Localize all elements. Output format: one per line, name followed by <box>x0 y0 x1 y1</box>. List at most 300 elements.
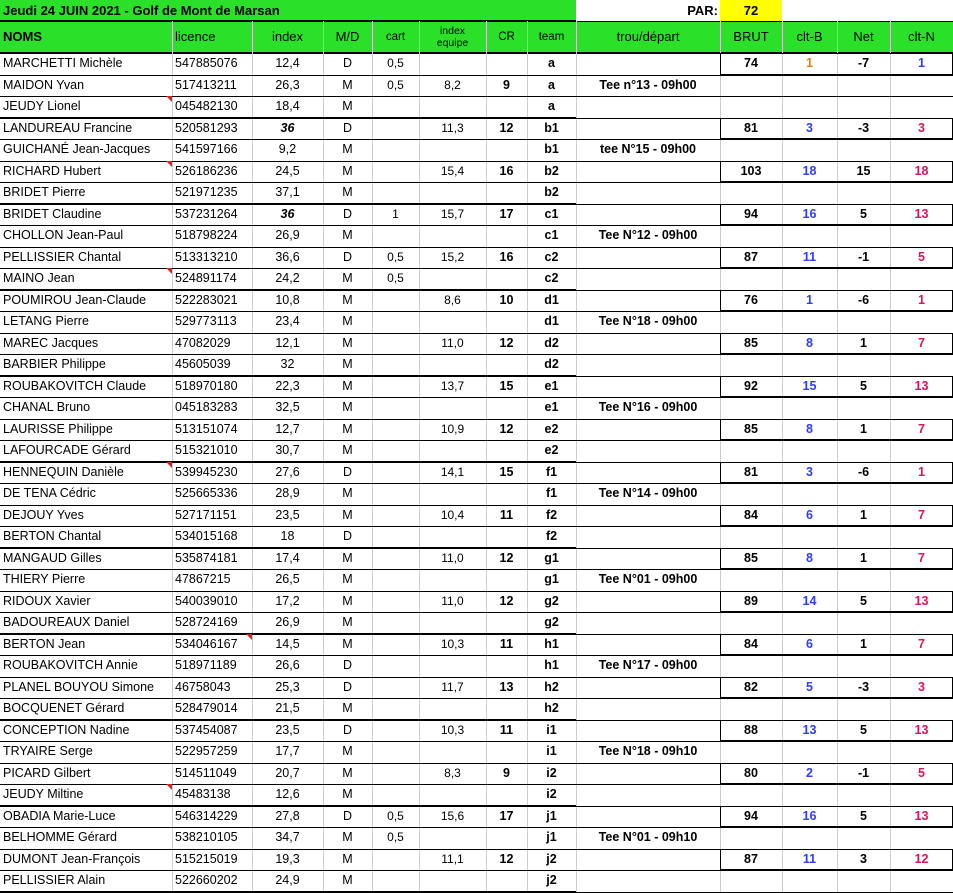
score-box <box>720 118 953 140</box>
cell-md: M <box>342 550 353 565</box>
cell-licence: 515215019 <box>175 851 238 866</box>
grid-line <box>0 440 576 441</box>
cell-cltb: 3 <box>806 120 813 135</box>
cell-brut: 87 <box>744 249 758 264</box>
cell-brut <box>720 784 782 806</box>
cell-trou: tee N°15 - 09h00 <box>599 142 697 156</box>
cell-cr <box>486 870 527 892</box>
cell-team: i1 <box>546 722 557 737</box>
cell-cr: 11 <box>499 722 514 737</box>
grid-line <box>890 21 891 892</box>
cell-nom: BARBIER Philippe <box>3 357 106 371</box>
cell-cltn <box>890 612 953 634</box>
cell-index: 10,8 <box>275 292 300 307</box>
cell-index-equipe <box>419 612 486 634</box>
cell-team: b2 <box>544 185 559 199</box>
cell-index: 26,5 <box>275 572 300 586</box>
cell-cltn <box>890 268 953 290</box>
cell-cart <box>372 311 419 333</box>
cell-net: -3 <box>857 679 870 694</box>
cell-cr: 13 <box>499 679 514 694</box>
cell-brut <box>720 741 782 763</box>
grid-line <box>0 419 576 420</box>
grid-line <box>0 96 576 97</box>
cell-net <box>837 612 890 634</box>
cell-md: M <box>342 572 353 586</box>
cell-trou <box>576 333 720 355</box>
cell-team: j1 <box>546 830 557 844</box>
cell-trou <box>576 763 720 785</box>
cell-nom: PELLISSIER Alain <box>3 873 106 887</box>
cell-team: d2 <box>544 335 559 350</box>
cell-md: M <box>342 615 353 629</box>
cell-team: a <box>548 77 555 92</box>
cell-nom: MAIDON Yvan <box>3 77 85 92</box>
cell-team: b1 <box>544 120 559 135</box>
cell-cr <box>486 268 527 290</box>
par-label: PAR: <box>687 3 718 18</box>
cell-net <box>837 354 890 376</box>
cell-index: 25,3 <box>275 679 300 694</box>
cell-brut <box>720 483 782 505</box>
cell-brut: 88 <box>744 722 758 737</box>
cell-cart: 0,5 <box>387 271 404 285</box>
cell-cltn: 1 <box>918 56 925 70</box>
cell-nom: JEUDY Lionel <box>3 99 81 113</box>
grid-line <box>0 591 576 592</box>
grid-line <box>576 827 953 828</box>
cell-md: M <box>342 99 353 113</box>
cell-brut: 81 <box>744 464 758 479</box>
cell-index: 24,2 <box>275 271 300 285</box>
cell-md: M <box>342 77 353 92</box>
cell-cltb <box>782 569 837 591</box>
cell-cltb <box>782 655 837 677</box>
cell-team: d1 <box>544 314 559 328</box>
cell-cr <box>486 139 527 161</box>
cell-index-equipe <box>419 354 486 376</box>
grid-line <box>0 139 576 140</box>
cell-licence: 537454087 <box>175 722 238 737</box>
cell-cltb: 5 <box>806 679 813 694</box>
cell-licence: 525665336 <box>175 486 238 500</box>
cell-cltb: 11 <box>802 851 817 866</box>
cell-net <box>837 311 890 333</box>
cell-brut <box>720 225 782 247</box>
cell-brut <box>720 268 782 290</box>
cell-nom: DUMONT Jean-François <box>3 851 141 866</box>
cell-trou: Tee N°18 - 09h10 <box>598 744 698 758</box>
cell-cltb <box>782 225 837 247</box>
cell-brut <box>720 75 782 97</box>
cell-md: M <box>342 507 353 522</box>
cell-licence: 535874181 <box>175 550 238 565</box>
cell-index-equipe: 10,3 <box>440 636 465 651</box>
cell-cr: 12 <box>499 120 514 135</box>
cell-trou <box>576 440 720 462</box>
cell-index-equipe: 15,6 <box>440 808 465 823</box>
cell-cltn: 12 <box>914 851 929 866</box>
cell-index: 26,6 <box>275 658 300 672</box>
cell-team: g2 <box>544 615 559 629</box>
cell-licence: 540039010 <box>175 593 238 608</box>
column-header-trou: trou/départ <box>616 29 680 44</box>
cell-index: 17,2 <box>275 593 300 608</box>
grid-line <box>576 21 577 892</box>
cell-index-equipe: 8,3 <box>444 765 461 780</box>
cell-cart <box>372 870 419 892</box>
cell-brut: 81 <box>744 120 758 135</box>
comment-marker-icon <box>166 268 172 274</box>
cell-index-equipe <box>419 53 486 75</box>
cell-cltn: 5 <box>918 765 925 780</box>
cell-cr: 12 <box>499 550 514 565</box>
grid-line <box>0 633 576 635</box>
cell-index: 32,5 <box>275 400 300 414</box>
cell-index: 27,8 <box>275 808 300 823</box>
cell-brut: 84 <box>744 507 758 522</box>
grid-line <box>576 440 953 441</box>
cell-index-equipe: 13,7 <box>440 378 465 393</box>
cell-trou <box>576 247 720 269</box>
grid-line <box>0 354 576 355</box>
cell-licence: 515321010 <box>175 443 238 457</box>
cell-team: f2 <box>545 529 558 543</box>
cell-cart <box>372 784 419 806</box>
cell-cltb <box>782 741 837 763</box>
cell-brut: 103 <box>740 163 762 178</box>
grid-line <box>0 75 576 76</box>
cell-cltn <box>890 698 953 720</box>
grid-line <box>0 505 576 506</box>
cell-licence: 47082029 <box>175 335 231 350</box>
grid-line <box>576 311 953 312</box>
cell-nom: PELLISSIER Chantal <box>3 249 122 264</box>
cell-index: 22,3 <box>275 378 300 393</box>
cell-index-equipe: 8,2 <box>444 77 461 92</box>
cell-cart <box>372 419 419 441</box>
cell-md: M <box>342 400 353 414</box>
cell-md: D <box>342 679 353 694</box>
cell-trou <box>576 118 720 140</box>
cell-net: 5 <box>860 593 867 608</box>
cell-index: 21,5 <box>275 701 300 715</box>
cell-net <box>837 784 890 806</box>
cell-index: 17,7 <box>275 744 300 758</box>
cell-cltn <box>890 311 953 333</box>
cell-index: 24,9 <box>275 873 300 887</box>
cell-cr: 10 <box>499 292 514 307</box>
cell-cart <box>372 591 419 613</box>
cell-team: j2 <box>546 873 557 887</box>
cell-cltn: 5 <box>918 249 925 264</box>
cell-licence: 526186236 <box>175 163 238 178</box>
score-box <box>720 419 953 441</box>
cell-index-equipe: 10,4 <box>440 507 465 522</box>
cell-nom: PLANEL BOUYOU Simone <box>3 679 154 694</box>
cell-index-equipe <box>419 526 486 548</box>
cell-licence: 538210105 <box>175 830 238 844</box>
cell-cltn <box>890 225 953 247</box>
cell-index-equipe <box>419 870 486 892</box>
cell-cltn <box>890 483 953 505</box>
cell-nom: DEJOUY Yves <box>3 507 84 522</box>
cell-team: j1 <box>546 808 557 823</box>
grid-line <box>576 784 953 785</box>
cell-licence: 514511049 <box>175 765 237 780</box>
cell-brut <box>720 139 782 161</box>
cell-cltb: 6 <box>806 636 813 651</box>
cell-cltn <box>890 784 953 806</box>
grid-line <box>0 547 576 549</box>
score-box <box>720 204 953 226</box>
cell-licence: 534046167 <box>175 636 238 651</box>
cell-index-equipe <box>419 182 486 204</box>
cell-brut: 74 <box>744 56 758 70</box>
cell-cltb <box>782 397 837 419</box>
grid-line <box>0 161 576 162</box>
cell-cltn <box>890 75 953 97</box>
cell-cart <box>372 741 419 763</box>
cell-index-equipe: 10,3 <box>440 722 465 737</box>
cell-cltb <box>782 612 837 634</box>
cell-trou <box>576 634 720 656</box>
cell-cltn: 7 <box>918 507 925 522</box>
cell-net <box>837 870 890 892</box>
cell-cr: 9 <box>503 765 510 780</box>
cell-index: 26,9 <box>275 615 300 629</box>
cell-cltb <box>782 526 837 548</box>
cell-cart <box>372 182 419 204</box>
cell-licence: 521971235 <box>175 185 238 199</box>
grid-line <box>0 268 576 269</box>
cell-team: g2 <box>544 593 559 608</box>
cell-nom: RICHARD Hubert <box>3 163 101 178</box>
cell-cart <box>372 440 419 462</box>
cell-cart: 0,5 <box>387 77 404 92</box>
grid-line <box>0 203 576 205</box>
cell-licence: 513151074 <box>175 421 238 436</box>
cell-cltn: 13 <box>914 722 929 737</box>
grid-line <box>576 354 953 355</box>
grid-line <box>576 268 953 269</box>
cell-nom: CHOLLON Jean-Paul <box>3 228 124 242</box>
cell-team: f1 <box>545 486 558 500</box>
cell-brut <box>720 397 782 419</box>
cell-net: -3 <box>857 120 870 135</box>
score-box <box>720 548 953 570</box>
cell-brut <box>720 96 782 118</box>
cell-team: a <box>548 56 555 70</box>
cell-cltn <box>890 655 953 677</box>
cell-index-equipe: 11,1 <box>441 851 464 866</box>
cell-md: D <box>342 249 353 264</box>
cell-team: b1 <box>544 142 559 156</box>
cell-team: h2 <box>544 679 559 694</box>
cell-licence: 518970180 <box>175 378 238 393</box>
cell-md: M <box>342 830 353 844</box>
cell-index-equipe <box>419 311 486 333</box>
cell-brut: 94 <box>744 206 758 221</box>
cell-md: D <box>342 120 353 135</box>
cell-cart: 0,5 <box>387 830 404 844</box>
cell-cltn: 13 <box>914 206 929 221</box>
cell-md: M <box>342 443 353 457</box>
cell-cr <box>486 311 527 333</box>
cell-licence: 522283021 <box>175 292 238 307</box>
cell-brut <box>720 698 782 720</box>
cell-nom: POUMIROU Jean-Claude <box>3 292 147 307</box>
cell-md: M <box>342 357 353 371</box>
cell-team: e1 <box>544 378 559 393</box>
cell-cltn <box>890 139 953 161</box>
cell-cart <box>372 655 419 677</box>
cell-trou <box>576 698 720 720</box>
grid-line <box>576 75 953 76</box>
cell-cltb <box>782 827 837 849</box>
cell-index: 23,5 <box>275 722 300 737</box>
score-box <box>720 333 953 355</box>
cell-brut <box>720 354 782 376</box>
cell-cltb: 16 <box>802 206 817 221</box>
grid-line <box>0 483 576 484</box>
cell-team: f1 <box>545 464 558 479</box>
grid-line <box>0 805 576 807</box>
cell-cltb <box>782 182 837 204</box>
cell-cart <box>372 397 419 419</box>
grid-line <box>0 891 576 893</box>
cell-cltn: 3 <box>918 120 925 135</box>
cell-cltn: 3 <box>918 679 925 694</box>
grid-line <box>486 21 487 892</box>
cell-nom: BELHOMME Gérard <box>3 830 117 844</box>
cell-cart: 0,5 <box>387 808 404 823</box>
cell-cltb <box>782 870 837 892</box>
cell-cltn: 13 <box>914 593 929 608</box>
cell-md: M <box>342 292 353 307</box>
cell-net <box>837 827 890 849</box>
cell-cart <box>372 139 419 161</box>
cell-md: M <box>342 851 353 866</box>
cell-trou <box>576 612 720 634</box>
cell-trou <box>576 419 720 441</box>
score-box <box>720 763 953 785</box>
cell-cltb <box>782 96 837 118</box>
cell-index: 20,7 <box>275 765 300 780</box>
score-box <box>720 849 953 871</box>
cell-net: 1 <box>860 550 867 565</box>
cell-brut <box>720 870 782 892</box>
grid-line <box>0 698 576 699</box>
cell-nom: BADOUREAUX Daniel <box>3 615 130 629</box>
cell-cltn: 7 <box>918 421 925 436</box>
cell-md: M <box>342 228 353 242</box>
cell-net: 3 <box>860 851 867 866</box>
grid-line <box>0 225 576 226</box>
cell-licence: 47867215 <box>175 572 231 586</box>
column-header-noms: NOMS <box>3 29 42 44</box>
cell-brut: 92 <box>744 378 758 393</box>
cell-nom: MARCHETTI Michèle <box>3 56 123 70</box>
cell-cr: 16 <box>499 249 514 264</box>
cell-cr: 9 <box>503 77 510 92</box>
score-box <box>720 462 953 484</box>
cell-brut: 84 <box>744 636 758 651</box>
score-box <box>720 806 953 828</box>
cell-cart <box>372 505 419 527</box>
cell-nom: THIERY Pierre <box>3 572 86 586</box>
cell-team: c1 <box>544 228 559 242</box>
cell-cltn <box>890 827 953 849</box>
cell-trou <box>576 376 720 398</box>
cell-net: 1 <box>860 507 867 522</box>
score-box <box>720 376 953 398</box>
cell-cart <box>372 462 419 484</box>
cell-index-equipe: 11,0 <box>441 550 464 565</box>
grid-line <box>0 289 576 291</box>
cell-net: 1 <box>860 636 867 651</box>
grid-line <box>576 483 953 484</box>
cell-team: g1 <box>544 572 559 586</box>
cell-md: D <box>342 529 353 543</box>
cell-trou: Tee N°12 - 09h00 <box>598 228 698 242</box>
cell-net <box>837 698 890 720</box>
cell-md: D <box>342 658 353 672</box>
grid-line <box>0 247 576 248</box>
grid-line <box>576 225 953 226</box>
cell-index-equipe <box>419 268 486 290</box>
cell-cr: 15 <box>499 378 514 393</box>
cell-trou <box>576 806 720 828</box>
cell-cltn <box>890 397 953 419</box>
cell-cltb <box>782 698 837 720</box>
cell-index-equipe <box>419 827 486 849</box>
cell-index-equipe: 10,9 <box>440 421 465 436</box>
cell-md: D <box>342 722 353 737</box>
cell-cltn <box>890 569 953 591</box>
cell-cr: 12 <box>499 593 514 608</box>
cell-net <box>837 440 890 462</box>
cell-net <box>837 96 890 118</box>
column-header-team: team <box>538 31 565 43</box>
cell-trou <box>576 204 720 226</box>
column-header-md: M/D <box>335 29 360 44</box>
cell-trou <box>576 526 720 548</box>
cell-licence: 520581293 <box>175 120 238 135</box>
grid-line <box>782 21 783 892</box>
grid-line <box>576 526 953 527</box>
cell-cart <box>372 634 419 656</box>
cell-md: M <box>342 744 353 758</box>
cell-cart <box>372 225 419 247</box>
cell-nom: LANDUREAU Francine <box>3 120 133 135</box>
cell-team: h1 <box>544 636 559 651</box>
cell-brut <box>720 182 782 204</box>
cell-cltn: 13 <box>914 808 929 823</box>
cell-team: i2 <box>546 765 557 780</box>
cell-net <box>837 655 890 677</box>
cell-licence: 518798224 <box>175 228 238 242</box>
grid-line <box>419 21 420 892</box>
cell-net <box>837 397 890 419</box>
grid-line <box>0 677 576 678</box>
cell-net: 5 <box>860 206 867 221</box>
cell-cltn: 7 <box>918 335 925 350</box>
cell-cr: 16 <box>499 163 514 178</box>
cell-cr <box>486 612 527 634</box>
cell-nom: BERTON Jean <box>3 636 86 651</box>
cell-brut: 87 <box>744 851 758 866</box>
